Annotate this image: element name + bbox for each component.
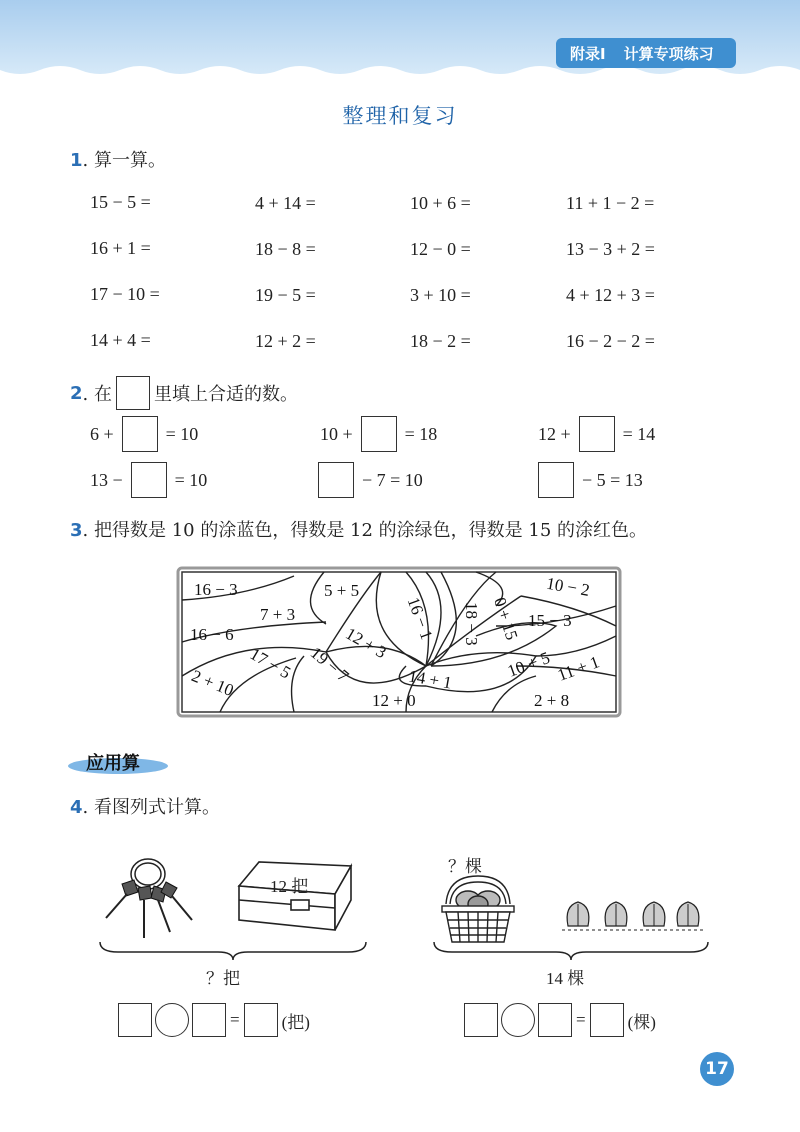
section-label: 计算专项练习 bbox=[623, 44, 714, 63]
keys-icon bbox=[100, 852, 200, 942]
page-number: 17 bbox=[700, 1052, 734, 1086]
q4-number: 4 bbox=[70, 797, 83, 818]
cell-label: 18 − 3 bbox=[462, 602, 481, 646]
q2-heading bbox=[70, 376, 298, 410]
q2-answer-box[interactable] bbox=[579, 416, 615, 452]
q1-number: 1 bbox=[70, 150, 83, 171]
q1-expr: 3 + 10 = bbox=[410, 285, 471, 305]
q1-expr: 4 + 12 + 3 = bbox=[566, 285, 655, 305]
cell-label: 12 + 3 bbox=[342, 623, 390, 663]
q2-number: 2 bbox=[70, 382, 83, 404]
q1-expr: 11 + 1 − 2 = bbox=[566, 193, 655, 213]
answer-box[interactable] bbox=[118, 1003, 152, 1037]
section-badge-text: 应用算 bbox=[86, 753, 140, 774]
unit-label: (棵) bbox=[627, 1012, 656, 1032]
q1-expr: 18 − 8 = bbox=[255, 239, 316, 259]
cell-label: 2 + 8 bbox=[534, 691, 570, 710]
cell-label: 17 − 5 bbox=[246, 644, 295, 683]
box-label: 12 把 bbox=[270, 877, 309, 896]
q1-expr: 16 + 1 = bbox=[90, 238, 151, 258]
header-tag bbox=[556, 38, 736, 68]
q2-after: − 7 = 10 bbox=[362, 469, 423, 490]
q4-heading bbox=[70, 793, 220, 819]
basket-question: ？棵 bbox=[448, 857, 482, 876]
q2-item bbox=[90, 416, 198, 452]
q1-expr: 18 − 2 = bbox=[410, 331, 471, 351]
q3-text: . 把得数是 10 的涂蓝色，得数是 12 的涂绿色，得数是 15 的涂红色。 bbox=[82, 520, 648, 541]
q2-answer-box[interactable] bbox=[131, 462, 167, 498]
page-title: 整理和复习 bbox=[342, 104, 458, 128]
q2-before: 13 − bbox=[90, 469, 123, 490]
q1-expr: 12 + 2 = bbox=[255, 331, 316, 351]
cell-label: 10 + 5 bbox=[504, 648, 553, 681]
q2-item bbox=[320, 416, 437, 452]
cell-label: 14 + 1 bbox=[407, 666, 454, 693]
cell-label: 2 + 10 bbox=[188, 666, 237, 701]
cell-label: 16 − 3 bbox=[194, 580, 238, 599]
q2-after: = 14 bbox=[622, 423, 656, 444]
q2-item bbox=[318, 462, 423, 498]
cell-label: 0 + 15 bbox=[490, 595, 522, 643]
q2-answer-box[interactable] bbox=[361, 416, 397, 452]
basket-icon bbox=[438, 870, 518, 946]
unit-label: (把) bbox=[281, 1012, 310, 1032]
answer-box[interactable] bbox=[244, 1003, 278, 1037]
q2-after: − 5 = 13 bbox=[582, 469, 643, 490]
q1-expr: 13 − 3 + 2 = bbox=[566, 239, 655, 259]
q2-answer-box[interactable] bbox=[538, 462, 574, 498]
q1-expr: 4 + 14 = bbox=[255, 193, 316, 213]
coloring-picture bbox=[176, 566, 622, 718]
operator-circle[interactable] bbox=[155, 1003, 189, 1037]
operator-circle[interactable] bbox=[501, 1003, 535, 1037]
answer-box[interactable] bbox=[464, 1003, 498, 1037]
cabbages-icon bbox=[560, 896, 710, 936]
brace-icon bbox=[98, 940, 368, 962]
cell-label: 16 − 6 bbox=[190, 625, 234, 644]
q1-heading bbox=[70, 146, 166, 172]
q2-after: = 18 bbox=[404, 423, 438, 444]
cell-label: 10 − 2 bbox=[544, 573, 592, 600]
cell-label: 15 − 3 bbox=[528, 611, 572, 630]
q2-before: 12 + bbox=[538, 423, 571, 444]
keys-question: ？把 bbox=[206, 969, 240, 988]
q2-item bbox=[90, 462, 207, 498]
appendix-label: 附录Ⅰ bbox=[570, 44, 606, 63]
q2-answer-box[interactable] bbox=[318, 462, 354, 498]
brace-icon bbox=[432, 940, 710, 962]
q1-expr: 16 − 2 − 2 = bbox=[566, 331, 655, 351]
q1-text: . 算一算。 bbox=[82, 150, 166, 171]
cell-label: 11 + 1 bbox=[554, 652, 602, 685]
section-badge bbox=[66, 749, 166, 775]
cell-label: 16 − 1 bbox=[403, 594, 437, 643]
answer-box[interactable] bbox=[192, 1003, 226, 1037]
q2-item bbox=[538, 462, 643, 498]
q1-expr: 10 + 6 = bbox=[410, 193, 471, 213]
q2-after: = 10 bbox=[174, 469, 208, 490]
q2-prefix: . 在 bbox=[82, 384, 112, 405]
answer-box[interactable] bbox=[538, 1003, 572, 1037]
q2-after: = 10 bbox=[165, 423, 199, 444]
q1-expr: 19 − 5 = bbox=[255, 285, 316, 305]
answer-box[interactable] bbox=[590, 1003, 624, 1037]
q1-expr: 12 − 0 = bbox=[410, 239, 471, 259]
equals-sign: = bbox=[230, 1010, 240, 1029]
q1-expr: 14 + 4 = bbox=[90, 330, 151, 350]
q1-expr: 15 − 5 = bbox=[90, 192, 151, 212]
answer-box-icon bbox=[116, 376, 150, 410]
cell-label: 19 − 7 bbox=[306, 643, 353, 686]
cabbage-total: 14 棵 bbox=[546, 969, 585, 988]
cell-label: 5 + 5 bbox=[324, 581, 360, 600]
q4-text: . 看图列式计算。 bbox=[82, 797, 220, 818]
q2-suffix: 里填上合适的数。 bbox=[153, 384, 298, 405]
cell-label: 7 + 3 bbox=[260, 605, 296, 624]
equation-right bbox=[464, 1003, 656, 1037]
q1-expr: 17 − 10 = bbox=[90, 284, 160, 304]
equals-sign: = bbox=[576, 1010, 586, 1029]
q2-answer-box[interactable] bbox=[122, 416, 158, 452]
q3-heading bbox=[70, 516, 647, 542]
equation-left bbox=[118, 1003, 310, 1037]
q2-item bbox=[538, 416, 655, 452]
cell-label: 12 + 0 bbox=[372, 691, 416, 710]
q2-before: 10 + bbox=[320, 423, 353, 444]
q3-number: 3 bbox=[70, 520, 83, 541]
q2-before: 6 + bbox=[90, 423, 114, 444]
